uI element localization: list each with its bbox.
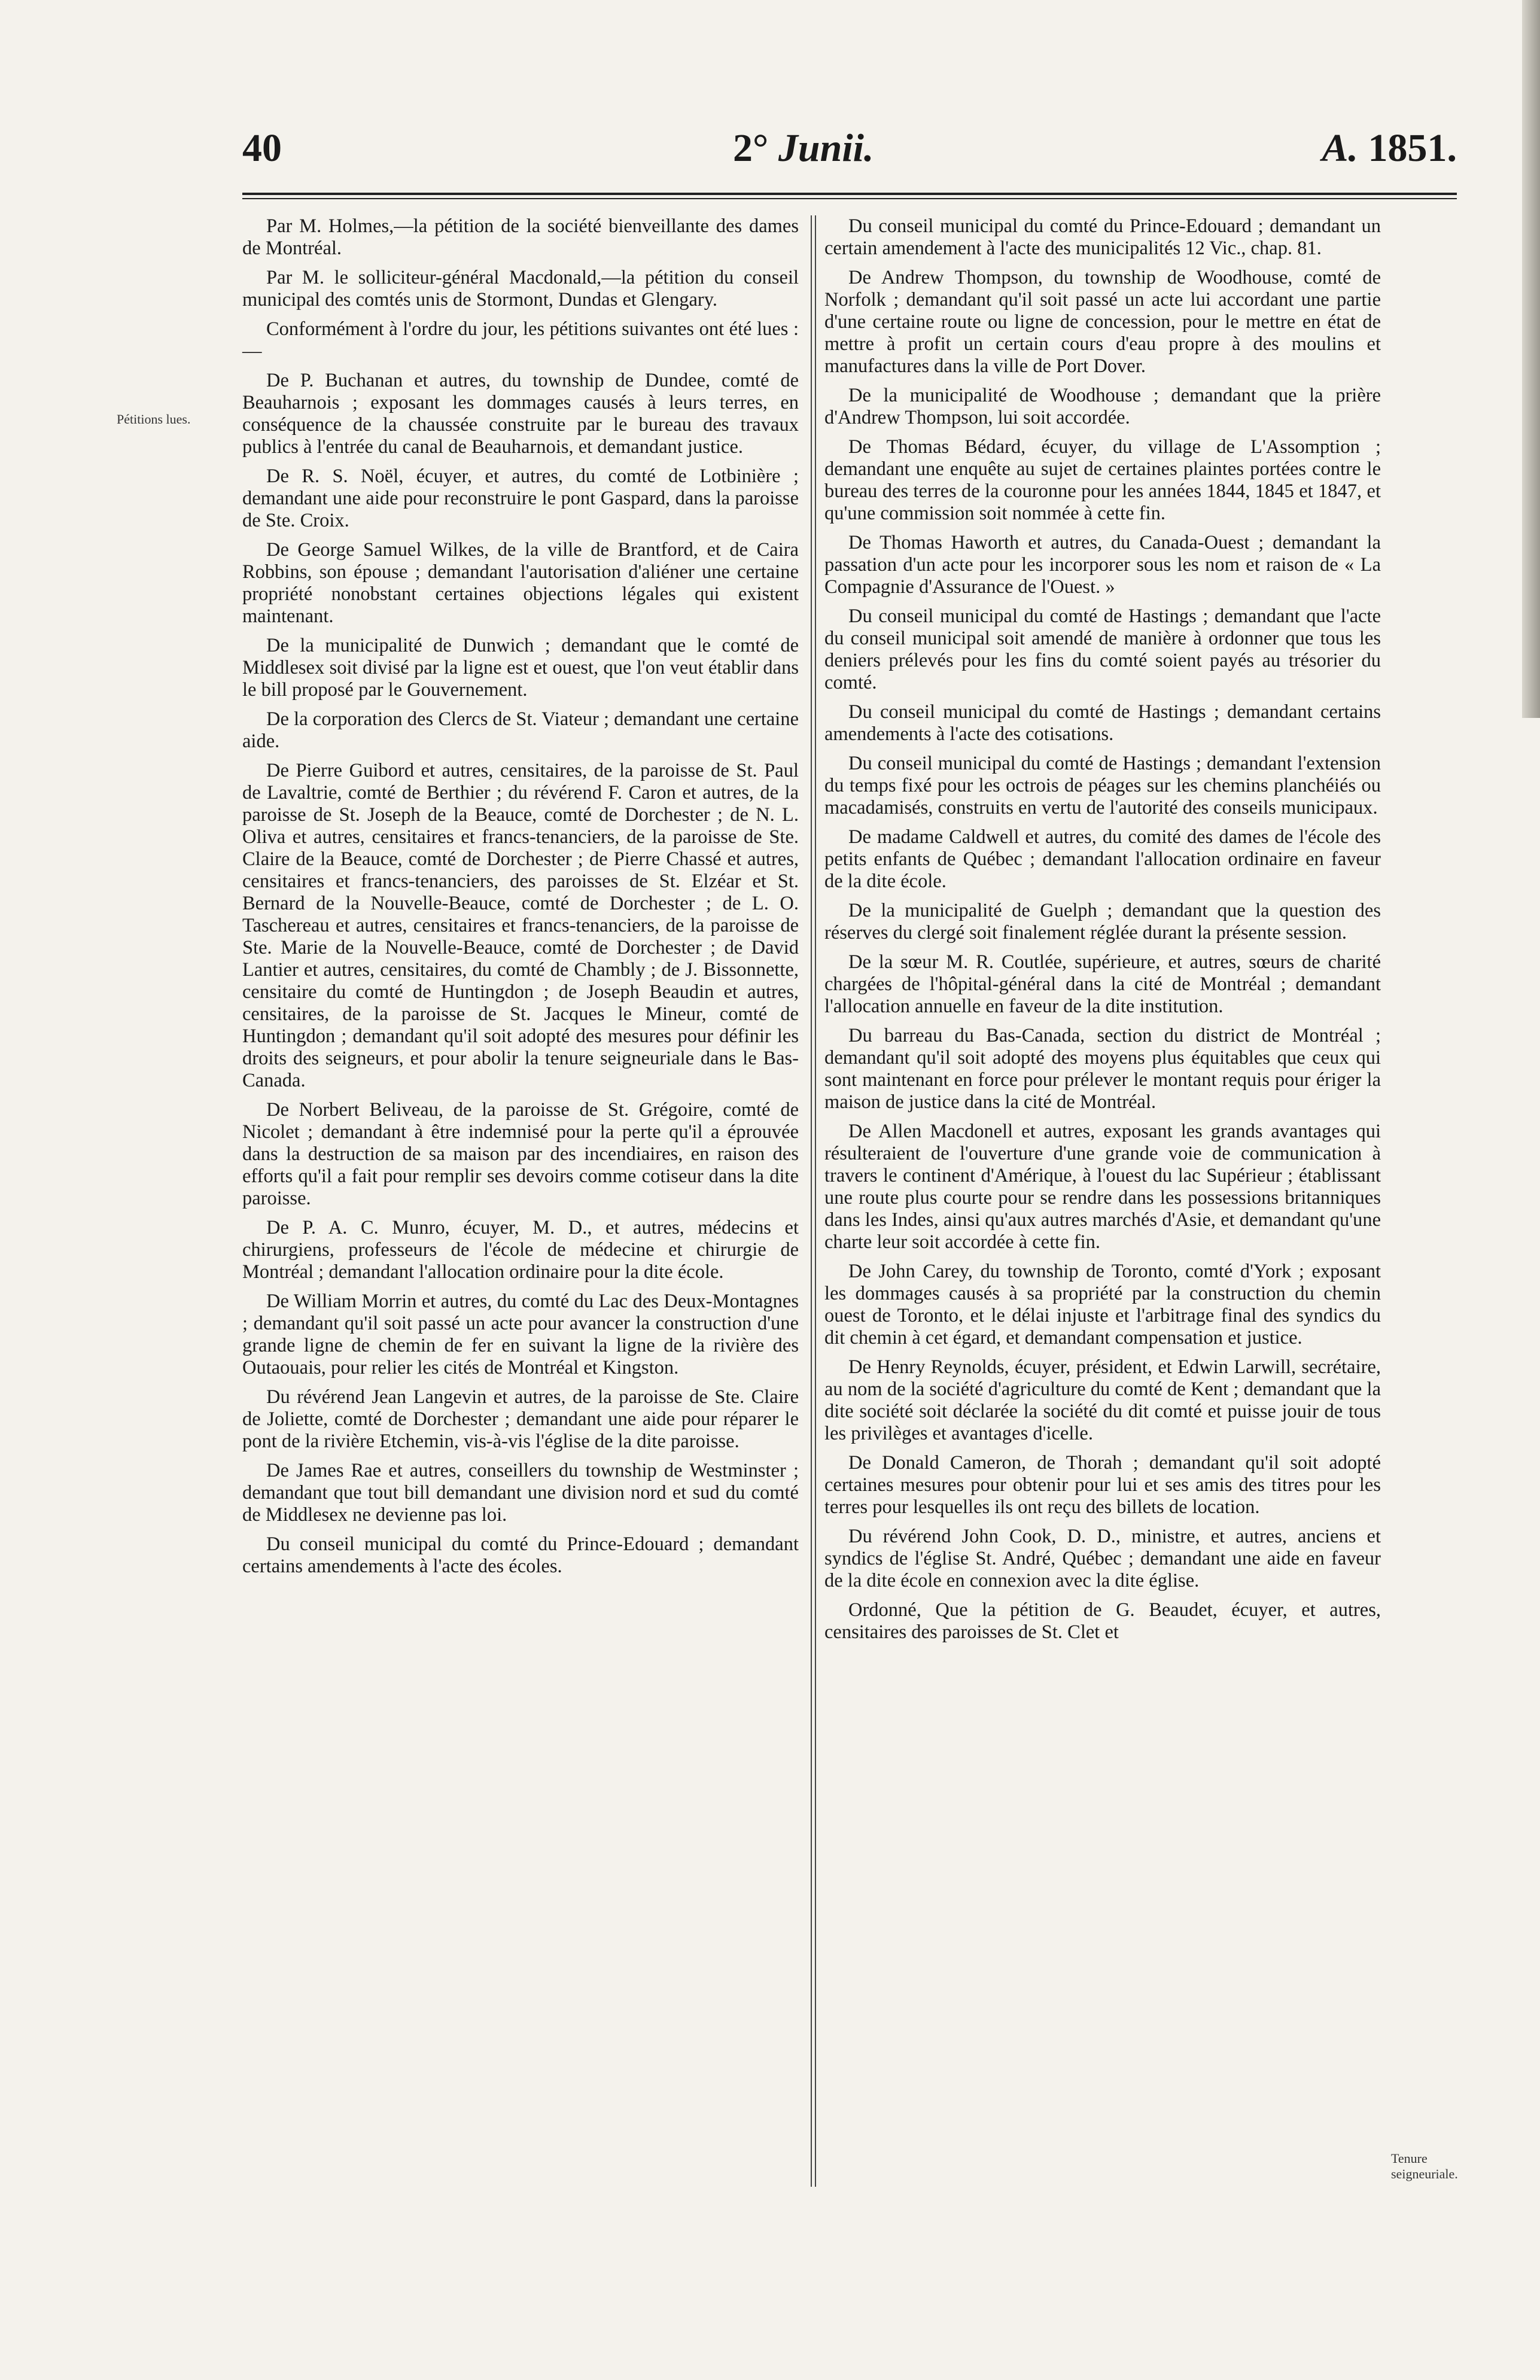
margin-note-tenure: Tenure seigneuriale. [1391, 2151, 1458, 2181]
session-date [733, 126, 874, 171]
page-header [242, 126, 1457, 179]
paragraph: De Henry Reynolds, écuyer, président, et Edwin Larwill, secrétaire, au nom de la société d'agriculture du comté de Kent ; demandant que la dite société soit déclarée la société du dit comté et puisse jouir de tous les privilèges et avantages d'icelle. [824, 1356, 1381, 1444]
session-year [1322, 126, 1457, 171]
paragraph: Du conseil municipal du comté de Hastings ; demandant que l'acte du conseil municipal soit amendé de manière à ordonner que tous les deniers prélevés pour les fins du comté soient payés au trésorier du comté. [824, 605, 1381, 693]
paragraph: Du révérend John Cook, D. D., ministre, et autres, anciens et syndics de l'église St. André, Québec ; demandant une aide en faveur de la dite école en connexion avec la dite église. [824, 1526, 1381, 1591]
paragraph: De la municipalité de Dunwich ; demandant que le comté de Middlesex soit divisé par la ligne est et ouest, que l'on veut établir dans le bill proposé par le Gouvernement. [242, 635, 799, 701]
paragraph: De George Samuel Wilkes, de la ville de Brantford, et de Caira Robbins, son épouse ; demandant l'autorisation d'aliéner une certaine propriété nonobstant certaines objections légales qui existent maintenant. [242, 539, 799, 627]
paragraph: De R. S. Noël, écuyer, et autres, du comté de Lotbinière ; demandant une aide pour reconstruire le pont Gaspard, dans la paroisse de Ste. Croix. [242, 465, 799, 531]
left-column [242, 215, 799, 1585]
column-divider [811, 215, 812, 2187]
right-column [824, 215, 1381, 1651]
paragraph: De la sœur M. R. Coutlée, supérieure, et autres, sœurs de charité chargées de l'hôpital-général dans la cité de Montréal ; demandant l'allocation annuelle en faveur de la dite institution. [824, 951, 1381, 1017]
paragraph: Par M. Holmes,—la pétition de la société bienveillante des dames de Montréal. [242, 215, 799, 259]
paragraph: De madame Caldwell et autres, du comité des dames de l'école des petits enfants de Québec ; demandant l'allocation ordinaire en faveur de la dite école. [824, 826, 1381, 892]
paragraph: Conformément à l'ordre du jour, les pétitions suivantes ont été lues :— [242, 318, 799, 362]
paragraph: De Thomas Bédard, écuyer, du village de L'Assomption ; demandant une enquête au sujet de certaines plaintes portées contre le bureau des terres de la couronne pour les années 1844, 1845 et 1847, et qu'une commission soit nommée à cette fin. [824, 436, 1381, 524]
page-number: 40 [242, 126, 282, 170]
header-rule [242, 193, 1457, 195]
column-divider [815, 215, 816, 2187]
year-value: 1851. [1368, 126, 1457, 170]
paragraph: Du conseil municipal du comté du Prince-Edouard ; demandant un certain amendement à l'acte des municipalités 12 Vic., chap. 81. [824, 215, 1381, 259]
paragraph: Du barreau du Bas-Canada, section du district de Montréal ; demandant qu'il soit adopté des moyens plus équitables que ceux qui sont maintenant en force pour prélever le montant requis pour ériger la maison de justice dans la cité de Montréal. [824, 1025, 1381, 1113]
paragraph: De John Carey, du township de Toronto, comté d'York ; exposant les dommages causés à sa propriété par la construction du chemin ouest de Toronto, et le délai injuste et l'arbitrage final des syndics du dit chemin à cet égard, et demandant compensation et justice. [824, 1261, 1381, 1349]
paragraph: De Allen Macdonell et autres, exposant les grands avantages qui résulteraient de l'ouverture d'une grande voie de communication à travers le continent d'Amérique, à l'ouest du lac Supérieur ; établissant une route plus courte pour se rendre dans les possessions britanniques dans les Indes, ainsi qu'aux autres marchés d'Asie, et demandant qu'une charte leur soit accordée à cette fin. [824, 1121, 1381, 1253]
paragraph: De Andrew Thompson, du township de Woodhouse, comté de Norfolk ; demandant qu'il soit passé un acte lui accordant une partie d'une certaine route ou ligne de concession, pour le mettre en état de mettre à profit un certain cours d'eau propre à des moulins et manufactures dans la ville de Port Dover. [824, 267, 1381, 377]
page-edge [1522, 0, 1540, 718]
paragraph: De James Rae et autres, conseillers du township de Westminster ; demandant que tout bill demandant une division nord et sud du comté de Middlesex ne devienne pas loi. [242, 1460, 799, 1526]
header-rule-thin [242, 198, 1457, 199]
paragraph: De la corporation des Clercs de St. Viateur ; demandant une certaine aide. [242, 708, 799, 752]
paragraph: Du conseil municipal du comté de Hastings ; demandant certains amendements à l'acte des cotisations. [824, 701, 1381, 745]
paragraph: De la municipalité de Guelph ; demandant que la question des réserves du clergé soit finalement réglée durant la présente session. [824, 900, 1381, 944]
paragraph: De Norbert Beliveau, de la paroisse de St. Grégoire, comté de Nicolet ; demandant à être indemnisé pour la perte qu'il a éprouvée dans la destruction de sa maison par des incendiaires, en raison des efforts qu'il a fait pour remplir ses devoirs comme cotiseur dans la dite paroisse. [242, 1099, 799, 1209]
paragraph: De William Morrin et autres, du comté du Lac des Deux-Montagnes ; demandant qu'il soit passé un acte pour avancer la construction d'une grande ligne de chemin de fer en suivant la ligne de la rivière des Outaouais, pour relier les cités de Montréal et Kingston. [242, 1291, 799, 1378]
paragraph: Par M. le solliciteur-général Macdonald,—la pétition du conseil municipal des comtés unis de Stormont, Dundas et Glengary. [242, 267, 799, 311]
paragraph: Du révérend Jean Langevin et autres, de la paroisse de Ste. Claire de Joliette, comté de Dorchester ; demandant une aide pour réparer le pont de la rivière Etchemin, vis-à-vis l'église de la dite paroisse. [242, 1386, 799, 1452]
paragraph: De Thomas Haworth et autres, du Canada-Ouest ; demandant la passation d'un acte pour les incorporer sous les nom et raison de « La Compagnie d'Assurance de l'Ouest. » [824, 532, 1381, 598]
date-word: Junii. [778, 126, 874, 170]
paragraph: Du conseil municipal du comté du Prince-Edouard ; demandant certains amendements à l'acte des écoles. [242, 1533, 799, 1577]
paragraph: De la municipalité de Woodhouse ; demandant que la prière d'Andrew Thompson, lui soit accordée. [824, 385, 1381, 428]
margin-note-petitions: Pétitions lues. [117, 412, 191, 427]
paragraph: Ordonné, Que la pétition de G. Beaudet, écuyer, et autres, censitaires des paroisses de St. Clet et [824, 1599, 1381, 1643]
paragraph: De P. A. C. Munro, écuyer, M. D., et autres, médecins et chirurgiens, professeurs de l'école de médecine et chirurgie de Montréal ; demandant l'allocation ordinaire pour la dite école. [242, 1217, 799, 1283]
date-number: 2° [733, 126, 769, 170]
year-prefix: A. [1322, 126, 1358, 170]
paragraph: De Donald Cameron, de Thorah ; demandant qu'il soit adopté certaines mesures pour obtenir pour lui et ses amis des titres pour les terres pour lesquelles ils ont reçu des billets de location. [824, 1452, 1381, 1518]
paragraph: De Pierre Guibord et autres, censitaires, de la paroisse de St. Paul de Lavaltrie, comté de Berthier ; du révérend F. Caron et autres, de la paroisse de St. Joseph de la Beauce, comté de Dorchester ; de N. L. Oliva et autres, censitaires et francs-tenanciers, de la paroisse de Ste. Claire de la Beauce, comté de Dorchester ; de Pierre Chassé et autres, censitaires et francs-tenanciers, des paroisses de St. Elzéar et St. Bernard de la Nouvelle-Beauce, comté de Dorchester ; de L. O. Taschereau et autres, censitaires et francs-tenanciers, de la paroisse de Ste. Marie de la Nouvelle-Beauce, comté de Dorchester ; de David Lantier et autres, censitaires, du comté de Chambly ; de J. Bissonnette, censitaire du comté de Huntingdon ; de Joseph Beaudin et autres, censitaires, de la paroisse de St. Jacques le Mineur, comté de Huntingdon ; demandant qu'il soit adopté des mesures pour définir les droits des seigneurs, et pour abolir la tenure seigneuriale dans le Bas-Canada. [242, 760, 799, 1091]
paragraph: De P. Buchanan et autres, du township de Dundee, comté de Beauharnois ; exposant les dommages causés à leurs terres, en conséquence de la chaussée construite par le bureau des travaux publics à l'entrée du canal de Beauharnois, et demandant justice. [242, 370, 799, 458]
paragraph: Du conseil municipal du comté de Hastings ; demandant l'extension du temps fixé pour les octrois de péages sur les chemins planchéiés ou macadamisés, construits en vertu de l'autorité des conseils municipaux. [824, 753, 1381, 818]
